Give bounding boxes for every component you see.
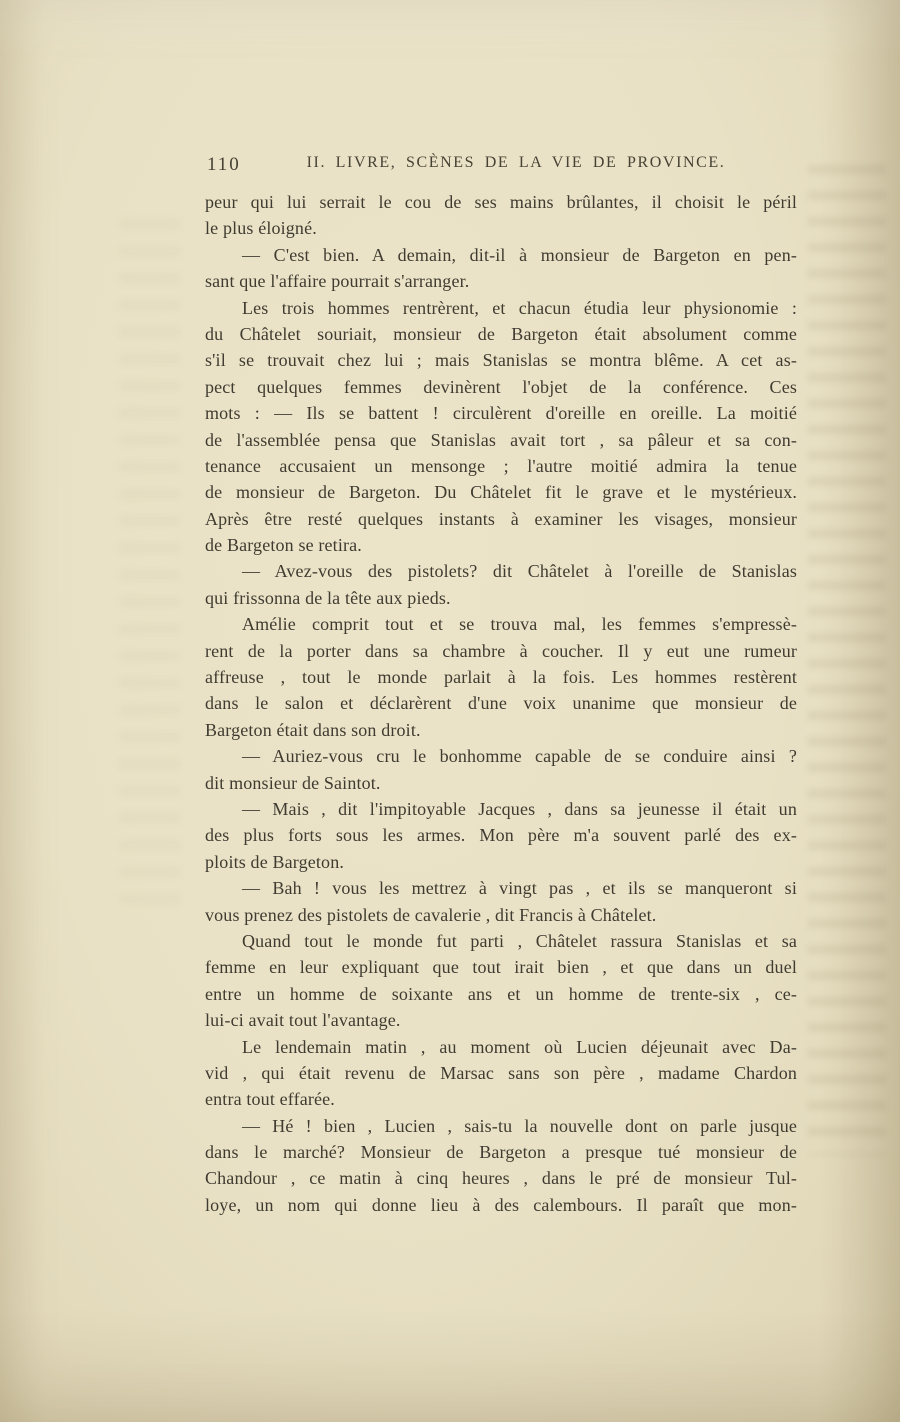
text-line: mots : — Ils se battent ! circulèrent d'oreille en oreille. La moitié [205, 403, 797, 424]
text-line: peur qui lui serrait le cou de ses mains brûlantes, il choisit le péril [205, 192, 797, 212]
text-line: dans le marché? Monsieur de Bargeton a presque tué monsieur de [205, 1142, 797, 1163]
text-line: femme en leur expliquant que tout irait bien , et que dans un duel [205, 957, 797, 978]
paragraph [205, 796, 797, 875]
text-line: — Auriez-vous cru le bonhomme capable de se conduire ainsi ? [242, 746, 797, 767]
text-line: pect quelques femmes devinèrent l'objet de la conférence. Ces [205, 376, 797, 397]
text-line: des plus forts sous les armes. Mon père m'a souvent parlé des ex- [205, 825, 797, 846]
text-line: lui-ci avait tout l'avantage. [205, 1010, 401, 1031]
text-line: entre un homme de soixante ans et un homme de trente-six , ce- [205, 983, 797, 1004]
paragraph [205, 928, 797, 1034]
paragraph [205, 743, 797, 796]
paragraph [205, 1113, 797, 1219]
reverse-side-showthrough [808, 165, 886, 1155]
text-line: affreuse , tout le monde parlait à la fois. Les hommes restèrent [205, 667, 797, 688]
page-header [205, 154, 797, 180]
text-line: Amélie comprit tout et se trouva mal, les femmes s'empressè- [242, 614, 797, 635]
text-line: entra tout effarée. [205, 1089, 335, 1110]
text-line: Le lendemain matin , au moment où Lucien déjeunait avec Da- [242, 1036, 797, 1057]
text-line: vous prenez des pistolets de cavalerie , dit Francis à Châtelet. [205, 904, 657, 925]
text-line: dans le salon et déclarèrent d'une voix unanime que monsieur de [205, 693, 797, 714]
page-number: 110 [207, 154, 241, 175]
paragraph [205, 875, 797, 928]
text-line: dit monsieur de Saintot. [205, 772, 381, 793]
text-line: de Bargeton se retira. [205, 535, 362, 556]
text-line: Après être resté quelques instants à examiner les visages, monsieur [205, 508, 797, 529]
text-line: Les trois hommes rentrèrent, et chacun étudia leur physionomie : [242, 297, 797, 318]
text-line: le plus éloigné. [205, 218, 317, 239]
text-line: sant que l'affaire pourrait s'arranger. [205, 271, 470, 292]
text-line: — Mais , dit l'impitoyable Jacques , dans sa jeunesse il était un [242, 798, 797, 819]
text-line: Quand tout le monde fut parti , Châtelet rassura Stanislas et sa [242, 930, 797, 951]
reverse-side-showthrough-left [120, 220, 180, 920]
text-line: vid , qui était revenu de Marsac sans son père , madame Chardon [205, 1062, 797, 1083]
text-line: s'il se trouvait chez lui ; mais Stanislas se montra blême. A cet as- [205, 350, 797, 371]
page-text [205, 189, 797, 1218]
paragraph [205, 1034, 797, 1113]
text-line: du Châtelet souriait, monsieur de Bargeton était absolument comme [205, 323, 797, 344]
running-title: II. LIVRE, SCÈNES DE LA VIE DE PROVINCE. [306, 154, 726, 171]
paragraph [205, 611, 797, 743]
text-line: rent de la porter dans sa chambre à coucher. Il y eut une rumeur [205, 640, 797, 661]
text-line: — Avez-vous des pistolets? dit Châtelet à l'oreille de Stanislas [242, 561, 797, 582]
text-line: ploits de Bargeton. [205, 851, 345, 872]
text-line: — C'est bien. A demain, dit-il à monsieur de Bargeton en pen- [242, 244, 797, 265]
paragraph [205, 558, 797, 611]
text-line: — Hé ! bien , Lucien , sais-tu la nouvelle dont on parle jusque [242, 1115, 797, 1136]
paragraph [205, 242, 797, 295]
paragraph [205, 295, 797, 559]
text-line: qui frissonna de la tête aux pieds. [205, 587, 451, 608]
text-line: Bargeton était dans son droit. [205, 719, 421, 740]
text-line: tenance accusaient un mensonge ; l'autre moitié admira la tenue [205, 455, 797, 476]
text-line: de l'assemblée pensa que Stanislas avait tort , sa pâleur et sa con- [205, 429, 797, 450]
text-line: — Bah ! vous les mettrez à vingt pas , et ils se manqueront si [242, 878, 797, 899]
text-line: loye, un nom qui donne lieu à des calembours. Il paraît que mon- [205, 1194, 797, 1215]
text-line: de monsieur de Bargeton. Du Châtelet fit le grave et le mystérieux. [205, 482, 797, 503]
text-line: Chandour , ce matin à cinq heures , dans le pré de monsieur Tul- [205, 1168, 797, 1189]
paragraph [205, 189, 797, 242]
